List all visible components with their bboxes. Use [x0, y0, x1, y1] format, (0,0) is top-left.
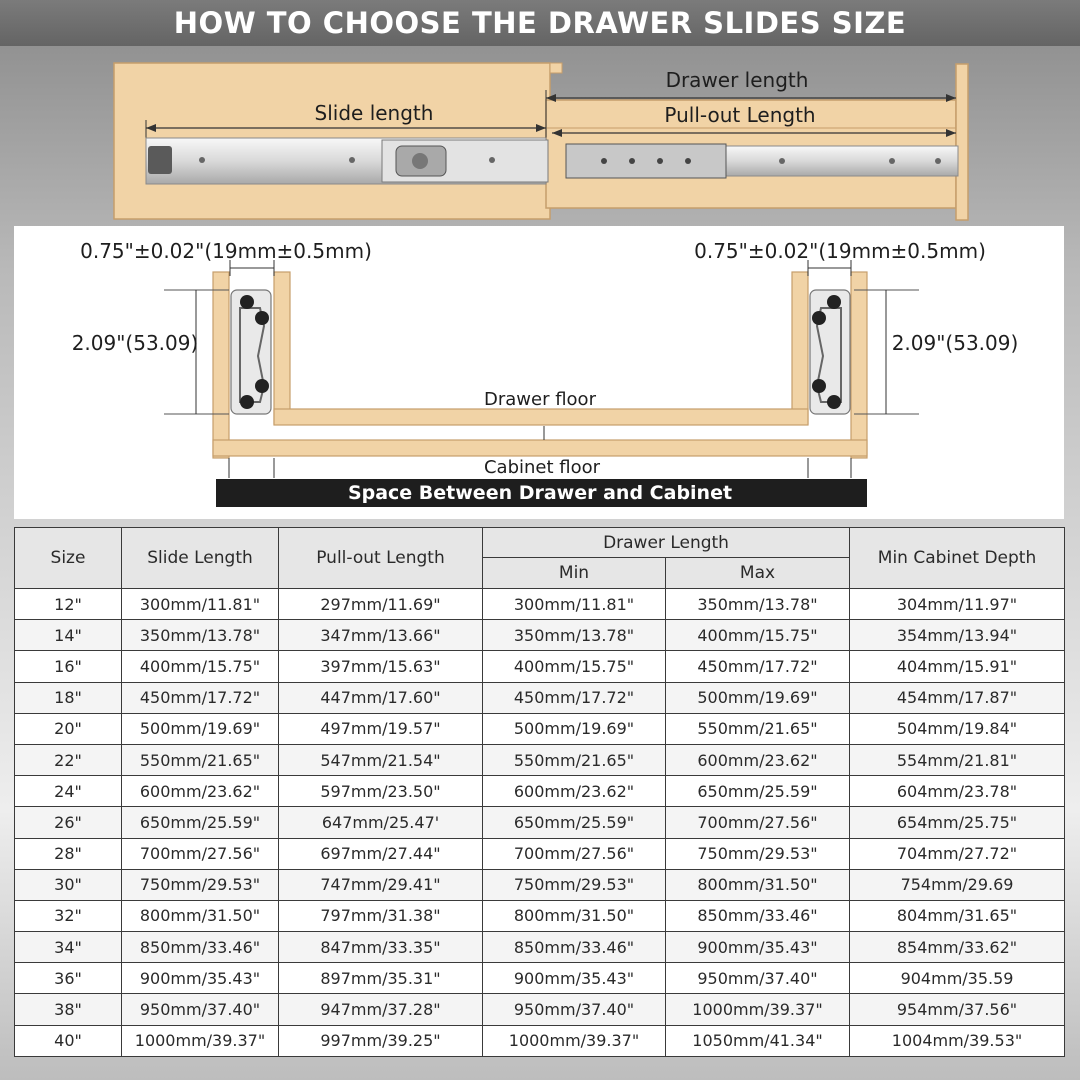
cell-drawer-max: 350mm/13.78"	[666, 589, 850, 620]
table-row	[15, 744, 1065, 775]
table-row	[15, 713, 1065, 744]
table-header-row	[15, 528, 1065, 558]
cell-min-cabinet-depth: 804mm/31.65"	[850, 900, 1065, 931]
cell-min-cabinet-depth: 454mm/17.87"	[850, 682, 1065, 713]
cell-min-cabinet-depth: 1004mm/39.53"	[850, 1025, 1065, 1056]
cell-size: 24"	[15, 776, 122, 807]
cell-min-cabinet-depth: 704mm/27.72"	[850, 838, 1065, 869]
caption-text: Space Between Drawer and Cabinet	[347, 482, 733, 504]
cabinet-floor-label: Cabinet floor	[483, 457, 601, 478]
cell-slide-length: 850mm/33.46"	[122, 932, 279, 963]
cell-min-cabinet-depth: 654mm/25.75"	[850, 807, 1065, 838]
table-row	[15, 838, 1065, 869]
cell-size: 14"	[15, 620, 122, 651]
cell-drawer-min: 850mm/33.46"	[483, 932, 666, 963]
table-row	[15, 963, 1065, 994]
ball-bearing-cage	[566, 144, 726, 178]
cabinet-wall-right	[851, 272, 867, 458]
rear-bracket	[148, 146, 172, 174]
drawer-front	[956, 64, 968, 220]
cell-drawer-max: 800mm/31.50"	[666, 869, 850, 900]
header-size: Size	[15, 528, 122, 589]
cell-pullout-length: 497mm/19.57"	[279, 713, 483, 744]
header-max: Max	[666, 558, 850, 589]
mount-hole	[489, 157, 495, 163]
bearing-ball	[657, 158, 663, 164]
cell-pullout-length: 347mm/13.66"	[279, 620, 483, 651]
bearing-ball	[685, 158, 691, 164]
cell-drawer-max: 1000mm/39.37"	[666, 994, 850, 1025]
cell-size: 26"	[15, 807, 122, 838]
cell-pullout-length: 547mm/21.54"	[279, 744, 483, 775]
cell-pullout-length: 847mm/33.35"	[279, 932, 483, 963]
cell-slide-length: 1000mm/39.37"	[122, 1025, 279, 1056]
cell-min-cabinet-depth: 304mm/11.97"	[850, 589, 1065, 620]
cell-size: 18"	[15, 682, 122, 713]
cell-drawer-min: 1000mm/39.37"	[483, 1025, 666, 1056]
cell-min-cabinet-depth: 404mm/15.91"	[850, 651, 1065, 682]
cell-pullout-length: 797mm/31.38"	[279, 900, 483, 931]
cell-pullout-length: 947mm/37.28"	[279, 994, 483, 1025]
cell-slide-length: 450mm/17.72"	[122, 682, 279, 713]
cell-slide-length: 350mm/13.78"	[122, 620, 279, 651]
cell-drawer-min: 750mm/29.53"	[483, 869, 666, 900]
table-row	[15, 682, 1065, 713]
left-height-label: 2.09"(53.09)	[71, 331, 199, 355]
cell-pullout-length: 647mm/25.47'	[279, 807, 483, 838]
cell-size: 34"	[15, 932, 122, 963]
cell-drawer-max: 950mm/37.40"	[666, 963, 850, 994]
header-slide-length: Slide Length	[122, 528, 279, 589]
cell-min-cabinet-depth: 954mm/37.56"	[850, 994, 1065, 1025]
cell-drawer-min: 800mm/31.50"	[483, 900, 666, 931]
cell-drawer-max: 500mm/19.69"	[666, 682, 850, 713]
drawer-floor	[274, 409, 808, 425]
table-row	[15, 620, 1065, 651]
cell-drawer-min: 450mm/17.72"	[483, 682, 666, 713]
cell-drawer-min: 300mm/11.81"	[483, 589, 666, 620]
cell-drawer-max: 1050mm/41.34"	[666, 1025, 850, 1056]
cell-drawer-min: 650mm/25.59"	[483, 807, 666, 838]
cell-drawer-min: 700mm/27.56"	[483, 838, 666, 869]
cell-slide-length: 900mm/35.43"	[122, 963, 279, 994]
left-width-label: 0.75"±0.02"(19mm±0.5mm)	[80, 239, 372, 263]
cell-pullout-length: 447mm/17.60"	[279, 682, 483, 713]
cell-min-cabinet-depth: 904mm/35.59	[850, 963, 1065, 994]
header-drawer-length: Drawer Length	[483, 528, 850, 558]
cell-size: 16"	[15, 651, 122, 682]
cell-min-cabinet-depth: 354mm/13.94"	[850, 620, 1065, 651]
table-row	[15, 869, 1065, 900]
cell-min-cabinet-depth: 554mm/21.81"	[850, 744, 1065, 775]
mount-hole	[935, 158, 941, 164]
header-min: Min	[483, 558, 666, 589]
cell-drawer-min: 900mm/35.43"	[483, 963, 666, 994]
slide-diagram-svg	[112, 60, 972, 222]
cell-size: 12"	[15, 589, 122, 620]
mount-hole	[779, 158, 785, 164]
size-chart-table	[14, 527, 1065, 1057]
drawer-wall-left	[274, 272, 290, 424]
cell-pullout-length: 397mm/15.63"	[279, 651, 483, 682]
cabinet-lip	[550, 63, 562, 73]
table-row	[15, 776, 1065, 807]
bearing-ball	[601, 158, 607, 164]
cell-size: 40"	[15, 1025, 122, 1056]
right-height-label: 2.09"(53.09)	[891, 331, 1019, 355]
cell-min-cabinet-depth: 854mm/33.62"	[850, 932, 1065, 963]
cell-slide-length: 400mm/15.75"	[122, 651, 279, 682]
cell-pullout-length: 297mm/11.69"	[279, 589, 483, 620]
header-pullout-length: Pull-out Length	[279, 528, 483, 589]
mount-hole	[349, 157, 355, 163]
cell-pullout-length: 747mm/29.41"	[279, 869, 483, 900]
cell-drawer-max: 450mm/17.72"	[666, 651, 850, 682]
cell-drawer-max: 900mm/35.43"	[666, 932, 850, 963]
cell-size: 36"	[15, 963, 122, 994]
cell-drawer-max: 550mm/21.65"	[666, 713, 850, 744]
cell-slide-length: 700mm/27.56"	[122, 838, 279, 869]
cell-pullout-length: 597mm/23.50"	[279, 776, 483, 807]
slide-profile-right	[810, 290, 850, 414]
cell-min-cabinet-depth: 754mm/29.69	[850, 869, 1065, 900]
right-width-label: 0.75"±0.02"(19mm±0.5mm)	[694, 239, 986, 263]
cell-pullout-length: 997mm/39.25"	[279, 1025, 483, 1056]
mount-hole	[199, 157, 205, 163]
header-min-cabinet-depth: Min Cabinet Depth	[850, 528, 1065, 589]
cell-drawer-max: 400mm/15.75"	[666, 620, 850, 651]
cell-slide-length: 300mm/11.81"	[122, 589, 279, 620]
cell-size: 38"	[15, 994, 122, 1025]
table-row	[15, 932, 1065, 963]
cell-size: 30"	[15, 869, 122, 900]
cell-drawer-max: 850mm/33.46"	[666, 900, 850, 931]
slide-diagram	[112, 60, 972, 222]
table-row	[15, 807, 1065, 838]
table-row	[15, 900, 1065, 931]
cell-slide-length: 950mm/37.40"	[122, 994, 279, 1025]
cell-drawer-max: 700mm/27.56"	[666, 807, 850, 838]
cell-slide-length: 500mm/19.69"	[122, 713, 279, 744]
slide-length-label: Slide length	[314, 101, 434, 125]
cross-section-svg	[14, 226, 1064, 519]
cell-drawer-min: 950mm/37.40"	[483, 994, 666, 1025]
cell-drawer-min: 350mm/13.78"	[483, 620, 666, 651]
table-row	[15, 1025, 1065, 1056]
cell-min-cabinet-depth: 504mm/19.84"	[850, 713, 1065, 744]
cell-drawer-min: 600mm/23.62"	[483, 776, 666, 807]
cabinet-wall-left	[213, 272, 229, 458]
drawer-length-label: Drawer length	[665, 68, 809, 92]
cell-drawer-max: 650mm/25.59"	[666, 776, 850, 807]
page-title: HOW TO CHOOSE THE DRAWER SLIDES SIZE	[173, 6, 907, 40]
cell-drawer-min: 550mm/21.65"	[483, 744, 666, 775]
cell-slide-length: 650mm/25.59"	[122, 807, 279, 838]
cell-size: 32"	[15, 900, 122, 931]
cell-size: 20"	[15, 713, 122, 744]
table-body	[15, 589, 1065, 1057]
pullout-length-label: Pull-out Length	[664, 103, 816, 127]
cell-slide-length: 750mm/29.53"	[122, 869, 279, 900]
cell-pullout-length: 897mm/35.31"	[279, 963, 483, 994]
cell-slide-length: 550mm/21.65"	[122, 744, 279, 775]
title-bar	[0, 0, 1080, 46]
table-row	[15, 994, 1065, 1025]
cross-section-diagram	[14, 226, 1064, 519]
cell-slide-length: 800mm/31.50"	[122, 900, 279, 931]
drawer-floor-label: Drawer floor	[484, 389, 596, 410]
drawer-wall-right	[792, 272, 808, 424]
table-row	[15, 589, 1065, 620]
cell-size: 28"	[15, 838, 122, 869]
cell-size: 22"	[15, 744, 122, 775]
mount-hole	[889, 158, 895, 164]
table-row	[15, 651, 1065, 682]
cell-slide-length: 600mm/23.62"	[122, 776, 279, 807]
bearing-ball	[629, 158, 635, 164]
cell-drawer-max: 750mm/29.53"	[666, 838, 850, 869]
cabinet-floor	[213, 440, 867, 456]
cell-drawer-min: 500mm/19.69"	[483, 713, 666, 744]
slide-profile-left	[231, 290, 271, 414]
cell-min-cabinet-depth: 604mm/23.78"	[850, 776, 1065, 807]
cell-drawer-max: 600mm/23.62"	[666, 744, 850, 775]
cell-pullout-length: 697mm/27.44"	[279, 838, 483, 869]
cell-drawer-min: 400mm/15.75"	[483, 651, 666, 682]
lever-hub	[412, 153, 428, 169]
